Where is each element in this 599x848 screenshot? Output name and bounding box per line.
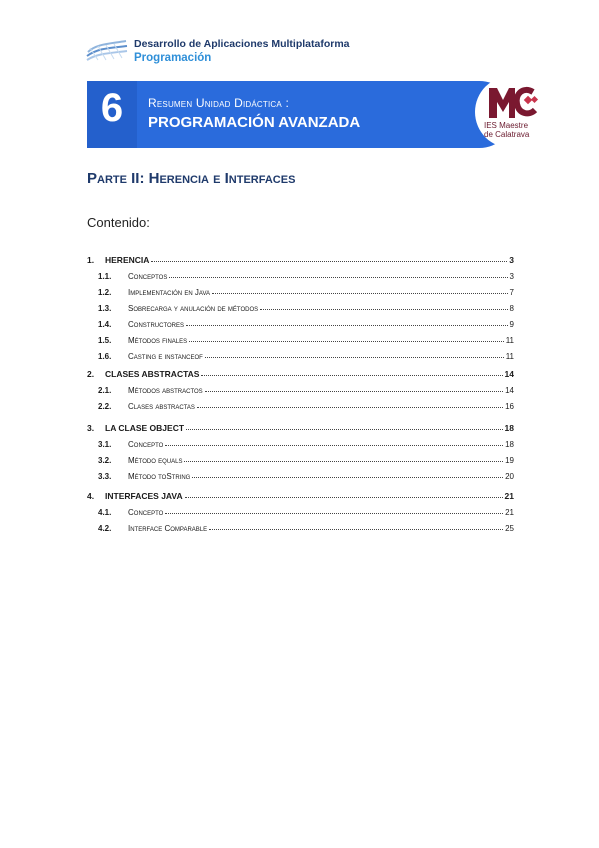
toc-leader-dots bbox=[205, 391, 503, 392]
toc-leader-dots bbox=[260, 309, 507, 310]
toc-entry-number: 4.1. bbox=[98, 508, 112, 517]
toc-entry-number: 4.2. bbox=[98, 524, 112, 533]
toc-entry[interactable] bbox=[87, 283, 514, 297]
toc-entry-page: 14 bbox=[504, 369, 514, 379]
toc-entry-number: 1.6. bbox=[98, 352, 112, 361]
toc-entry-title: LA CLASE OBJECT bbox=[105, 423, 185, 433]
toc-leader-dots bbox=[151, 261, 507, 262]
toc-leader-dots bbox=[165, 513, 503, 514]
toc-entry-number: 2.2. bbox=[98, 402, 112, 411]
toc-entry-title: INTERFACES JAVA bbox=[105, 491, 183, 501]
toc-entry[interactable] bbox=[87, 331, 514, 345]
toc-entry[interactable] bbox=[87, 315, 514, 329]
toc-entry-number: 1.1. bbox=[98, 272, 112, 281]
toc-entry[interactable] bbox=[87, 519, 514, 533]
toc-entry-title: Concepto bbox=[128, 440, 164, 449]
course-title: Desarrollo de Aplicaciones Multiplataforma bbox=[134, 38, 350, 50]
toc-leader-dots bbox=[186, 325, 508, 326]
toc-entry-page: 25 bbox=[505, 524, 514, 533]
toc-entry[interactable] bbox=[87, 487, 514, 501]
toc-entry-number: 1.3. bbox=[98, 304, 112, 313]
toc-entry-page: 3 bbox=[509, 272, 514, 281]
toc-entry-number: 4. bbox=[87, 491, 95, 501]
toc-entry-number: 3. bbox=[87, 423, 95, 433]
unit-title: PROGRAMACIÓN AVANZADA bbox=[148, 114, 361, 131]
toc-leader-dots bbox=[212, 293, 508, 294]
toc-entry-title: Métodos finales bbox=[128, 336, 188, 345]
toc-leader-dots bbox=[209, 529, 503, 530]
toc-entry-number: 2. bbox=[87, 369, 95, 379]
course-logo-icon bbox=[86, 38, 128, 62]
toc-leader-dots bbox=[205, 357, 504, 358]
toc-leader-dots bbox=[189, 341, 504, 342]
toc-entry[interactable] bbox=[87, 251, 514, 265]
toc-entry-number: 1.2. bbox=[98, 288, 112, 297]
toc-leader-dots bbox=[184, 461, 503, 462]
toc-entry[interactable] bbox=[87, 467, 514, 481]
toc-entry[interactable] bbox=[87, 365, 514, 379]
toc-entry-title: Concepto bbox=[128, 508, 164, 517]
toc-entry-page: 7 bbox=[509, 288, 514, 297]
toc-entry[interactable] bbox=[87, 347, 514, 361]
toc-entry-page: 11 bbox=[505, 336, 514, 345]
toc-entry-title: Método toString bbox=[128, 472, 191, 481]
toc-entry[interactable] bbox=[87, 397, 514, 411]
toc-leader-dots bbox=[192, 477, 503, 478]
toc-entry-number: 1.5. bbox=[98, 336, 112, 345]
toc-entry[interactable] bbox=[87, 381, 514, 395]
toc-entry-page: 18 bbox=[504, 423, 514, 433]
toc-entry-title: CLASES ABSTRACTAS bbox=[105, 369, 200, 379]
toc-leader-dots bbox=[185, 497, 503, 498]
toc-entry-number: 3.3. bbox=[98, 472, 112, 481]
unit-number: 6 bbox=[100, 86, 124, 130]
toc-entry[interactable] bbox=[87, 419, 514, 433]
toc-entry-page: 14 bbox=[505, 386, 514, 395]
toc-entry[interactable] bbox=[87, 267, 514, 281]
toc-entry-page: 3 bbox=[509, 255, 514, 265]
toc-entry-page: 9 bbox=[509, 320, 514, 329]
toc-entry-title: Conceptos bbox=[128, 272, 168, 281]
subject-title: Programación bbox=[134, 52, 212, 64]
toc-entry-number: 1.4. bbox=[98, 320, 112, 329]
unit-subtitle: Resumen Unidad Didáctica : bbox=[148, 96, 289, 110]
toc-entry-page: 8 bbox=[509, 304, 514, 313]
school-name bbox=[484, 121, 544, 139]
part-title: Parte II: Herencia e Interfaces bbox=[87, 170, 296, 187]
toc-entry[interactable] bbox=[87, 435, 514, 449]
toc-entry-page: 16 bbox=[505, 402, 514, 411]
toc-entry-title: Interface Comparable bbox=[128, 524, 208, 533]
toc-leader-dots bbox=[201, 375, 502, 376]
toc-entry-page: 20 bbox=[505, 472, 514, 481]
toc-entry-title: HERENCIA bbox=[105, 255, 150, 265]
toc-leader-dots bbox=[165, 445, 503, 446]
toc-entry-title: Constructores bbox=[128, 320, 185, 329]
toc-entry-title: Clases abstractas bbox=[128, 402, 195, 411]
toc-entry-title: Casting e instanceof bbox=[128, 352, 203, 361]
toc-leader-dots bbox=[186, 429, 503, 430]
toc-entry[interactable] bbox=[87, 503, 514, 517]
toc-entry[interactable] bbox=[87, 451, 514, 465]
toc-entry-page: 19 bbox=[505, 456, 514, 465]
toc-entry-number: 1. bbox=[87, 255, 95, 265]
toc-entry-title: Sobrecarga y anulación de métodos bbox=[128, 304, 259, 313]
school-name-line1: IES Maestre bbox=[484, 121, 529, 130]
toc-entry-number: 3.2. bbox=[98, 456, 112, 465]
toc-leader-dots bbox=[169, 277, 507, 278]
toc-entry-number: 3.1. bbox=[98, 440, 112, 449]
toc-entry-title: Métodos abstractos bbox=[128, 386, 203, 395]
toc-entry[interactable] bbox=[87, 299, 514, 313]
toc-leader-dots bbox=[197, 407, 503, 408]
toc-entry-page: 21 bbox=[504, 491, 514, 501]
toc-entry-page: 21 bbox=[505, 508, 514, 517]
toc-entry-title: Método equals bbox=[128, 456, 183, 465]
toc-entry-page: 11 bbox=[505, 352, 514, 361]
toc-entry-page: 18 bbox=[505, 440, 514, 449]
toc-entry-title: Implementación en Java bbox=[128, 288, 211, 297]
contents-heading: Contenido: bbox=[87, 215, 150, 230]
school-name-line2: de Calatrava bbox=[484, 130, 530, 139]
toc-entry-number: 2.1. bbox=[98, 386, 112, 395]
